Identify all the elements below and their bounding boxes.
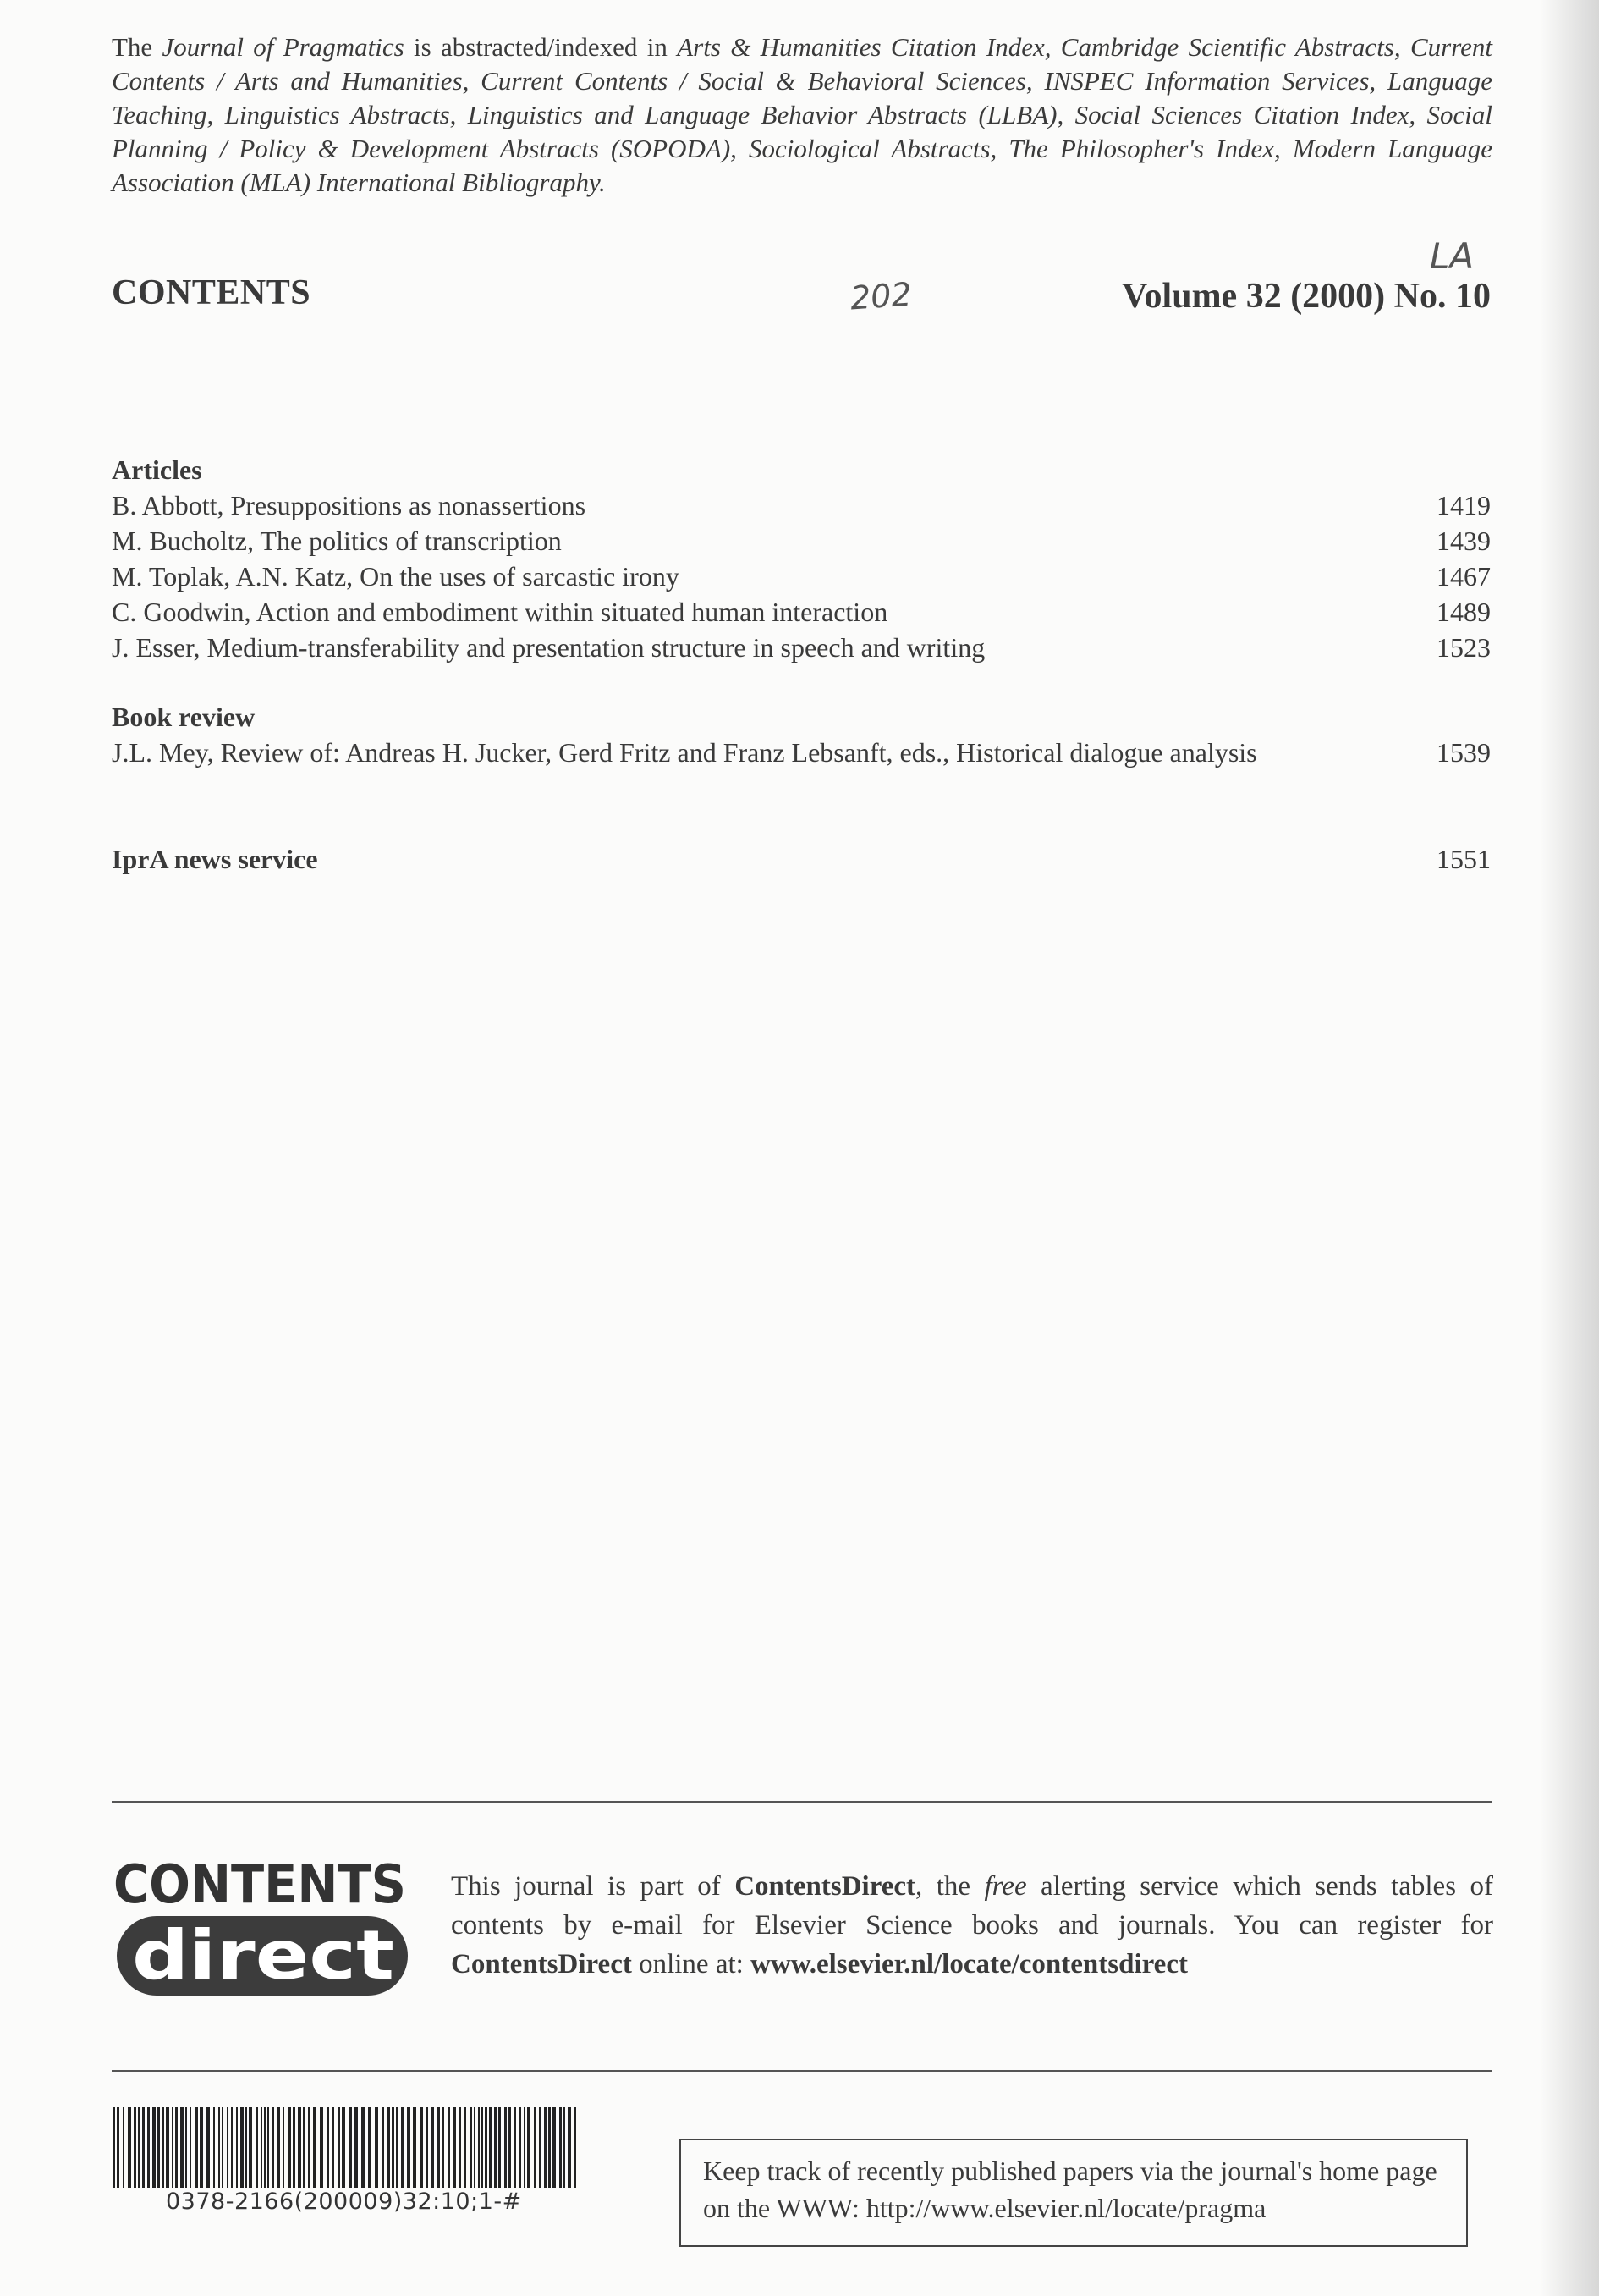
indexing-intro: The [112, 32, 162, 62]
barcode-bar [563, 2107, 565, 2188]
barcode-bar [313, 2107, 316, 2188]
barcode-bar [142, 2107, 145, 2188]
barcode-bar [327, 2107, 329, 2188]
article-page-number: 1439 [1437, 526, 1491, 556]
barcode-bar [519, 2107, 521, 2188]
barcode-bar [180, 2107, 184, 2188]
article-title: C. Goodwin, Action and embodiment within situated human interaction [112, 597, 888, 627]
barcode-bar [413, 2107, 416, 2188]
barcode-bar [134, 2107, 136, 2188]
barcode-bar [574, 2107, 576, 2188]
barcode-bar [387, 2107, 390, 2188]
cd-text-2: , the [915, 1871, 985, 1902]
barcode-bar [368, 2107, 371, 2188]
barcode-bar [303, 2107, 305, 2188]
barcode-bar [320, 2107, 323, 2188]
article-page-number: 1489 [1437, 597, 1491, 627]
cd-text-3: alerting service which sends tables of contents by e-mail for Elsevier Science books and journals. You can register for [451, 1871, 1493, 1941]
barcode-bar [548, 2107, 551, 2188]
barcode-bar [264, 2107, 266, 2188]
barcode-bar [213, 2107, 215, 2188]
barcode-bar [298, 2107, 301, 2188]
book-review-entry [112, 735, 1491, 770]
article-page-number: 1419 [1437, 490, 1491, 520]
barcode-bar [494, 2107, 497, 2188]
barcode-bar [128, 2107, 131, 2188]
homepage-notice-text: Keep track of recently published papers via the journal's home page on the WWW: http://www.elsevier.nl/locate/pragma [703, 2156, 1437, 2223]
cd-free: free [984, 1871, 1027, 1902]
barcode-bar [489, 2107, 492, 2188]
barcode-bar [407, 2107, 410, 2188]
barcode-bar [524, 2107, 525, 2188]
contents-direct-notice [451, 1867, 1493, 1984]
barcode-bar [218, 2107, 220, 2188]
article-entry [112, 630, 1491, 665]
barcode-bar [559, 2107, 562, 2188]
barcode-bar [222, 2107, 223, 2188]
barcode-bar [437, 2107, 440, 2188]
article-page-number: 1523 [1437, 632, 1491, 663]
barcode-bar [157, 2107, 160, 2188]
book-review-heading: Book review [112, 702, 256, 732]
contents-direct-logo [113, 1852, 413, 1997]
barcode-bar [514, 2107, 516, 2188]
barcode-bar [375, 2107, 378, 2188]
handwritten-note-initials: LA [1430, 235, 1475, 277]
barcode-bar [349, 2107, 352, 2188]
barcode-bar [117, 2107, 119, 2188]
barcode-image [113, 2107, 580, 2188]
article-entry [112, 559, 1491, 594]
barcode-bar [396, 2107, 398, 2188]
barcode-bar [162, 2107, 164, 2188]
barcode-bar [166, 2107, 169, 2188]
binding-shadow [1540, 0, 1599, 2296]
divider-top [112, 1801, 1492, 1803]
cd-brand-2: ContentsDirect [451, 1949, 632, 1979]
handwritten-note-number: 202 [849, 275, 913, 317]
barcode-bar [544, 2107, 547, 2188]
barcode-bar [277, 2107, 280, 2188]
cd-url-link[interactable]: www.elsevier.nl/locate/contentsdirect [750, 1949, 1188, 1979]
article-title: M. Bucholtz, The politics of transcription [112, 526, 562, 556]
barcode-bar [113, 2107, 115, 2188]
barcode-bar [240, 2107, 244, 2188]
barcode-bar [382, 2107, 384, 2188]
article-entry [112, 487, 1491, 523]
cd-text-1: This journal is part of [451, 1871, 735, 1902]
barcode-bar [172, 2107, 173, 2188]
articles-heading: Articles [112, 454, 202, 485]
volume-issue-label: Volume 32 (2000) No. 10 [1122, 277, 1491, 316]
book-review-section [112, 699, 1491, 770]
cd-brand: ContentsDirect [734, 1871, 916, 1902]
barcode-bar [261, 2107, 262, 2188]
barcode-bar [392, 2107, 394, 2188]
barcode-bar [504, 2107, 507, 2188]
article-entry [112, 523, 1491, 559]
barcode-bar [448, 2107, 450, 2188]
homepage-notice-box [679, 2139, 1468, 2247]
barcode-bar [442, 2107, 444, 2188]
article-entry [112, 594, 1491, 630]
ipra-section [112, 841, 1491, 877]
barcode-bar [508, 2107, 511, 2188]
barcode-bar [527, 2107, 530, 2188]
barcode-bar [195, 2107, 198, 2188]
barcode-bar [231, 2107, 233, 2188]
ipra-heading: IprA news service [112, 844, 318, 874]
barcode-bar [342, 2107, 345, 2188]
barcode-bar [568, 2107, 571, 2188]
barcode-bar [470, 2107, 472, 2188]
ipra-entry [112, 841, 1491, 877]
barcode-bar [552, 2107, 556, 2188]
article-title: J. Esser, Medium-transferability and presentation structure in speech and writing [112, 632, 986, 663]
book-review-title: J.L. Mey, Review of: Andreas H. Jucker, Gerd Fritz and Franz Lebsanft, eds., Historical dialogue analysis [112, 737, 1257, 768]
barcode-bar [431, 2107, 434, 2188]
articles-section [112, 452, 1491, 665]
barcode-bar [236, 2107, 238, 2188]
indexing-notice [112, 30, 1492, 200]
barcode-bar [272, 2107, 274, 2188]
barcode-bar [401, 2107, 404, 2188]
barcode-bar [474, 2107, 475, 2188]
barcode-bar [464, 2107, 466, 2188]
barcode-bar [481, 2107, 483, 2188]
barcode-bar [478, 2107, 480, 2188]
barcode-bar [308, 2107, 310, 2188]
logo-direct-text: direct [132, 1916, 394, 1995]
contents-heading: CONTENTS [112, 273, 311, 312]
barcode-bar [498, 2107, 501, 2188]
barcode-bar [147, 2107, 150, 2188]
ipra-page-number: 1551 [1437, 844, 1491, 874]
barcode-bar [267, 2107, 269, 2188]
barcode-bar [426, 2107, 428, 2188]
barcode-bar [256, 2107, 258, 2188]
barcode-bar [138, 2107, 140, 2188]
barcode-bar [288, 2107, 291, 2188]
barcode-bar [361, 2107, 365, 2188]
cd-text-4: online at: [631, 1949, 751, 1979]
barcode-bar [123, 2107, 124, 2188]
barcode-bar [338, 2107, 340, 2188]
barcode-bar [332, 2107, 334, 2188]
barcode-bar [293, 2107, 295, 2188]
barcode-bar [283, 2107, 284, 2188]
barcode-bar [175, 2107, 178, 2188]
barcode-bar [185, 2107, 187, 2188]
barcode-bar [453, 2107, 456, 2188]
barcode-bar [190, 2107, 191, 2188]
barcode-number: 0378-2166(200009)32:10;1-# [166, 2189, 522, 2215]
logo-contents-text: CONTENTS [113, 1853, 406, 1915]
barcode-bar [539, 2107, 541, 2188]
barcode-bar [534, 2107, 536, 2188]
barcode-bar [200, 2107, 203, 2188]
article-title: M. Toplak, A.N. Katz, On the uses of sarcastic irony [112, 561, 679, 592]
barcode-bar [152, 2107, 156, 2188]
barcode-bar [485, 2107, 487, 2188]
book-review-page-number: 1539 [1437, 737, 1491, 768]
divider-bottom [112, 2070, 1492, 2072]
barcode-bar [354, 2107, 358, 2188]
article-title: B. Abbott, Presuppositions as nonassertions [112, 490, 586, 520]
indexing-mid: is abstracted/indexed in [404, 32, 678, 62]
barcode-bar [249, 2107, 252, 2188]
article-page-number: 1467 [1437, 561, 1491, 592]
barcode-bar [206, 2107, 210, 2188]
barcode-bar [459, 2107, 461, 2188]
barcode-bar [420, 2107, 423, 2188]
journal-name: Journal of Pragmatics [162, 32, 404, 62]
index-list: Arts & Humanities Citation Index, Cambridge Scientific Abstracts, Current Contents / Arts and Humanities, Current Contents / Social & Behavioral Sciences, INSPEC Information Services, Language Teaching, Linguistics Abstracts, Linguistics and Language Behavior Abstracts (LLBA), Social Sciences Citation Index, Social Planning / Policy & Development Abstracts (SOPODA), Sociological Abstracts, The Philosopher's Index, Modern Language Association (MLA) International Bibliography. [112, 32, 1492, 197]
barcode-bar [227, 2107, 228, 2188]
barcode-bar [245, 2107, 247, 2188]
